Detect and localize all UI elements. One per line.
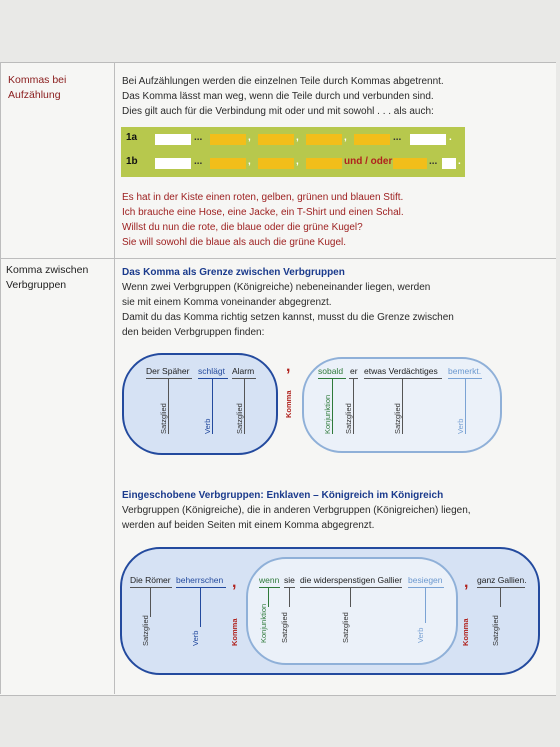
word-wenn: wenn (259, 575, 280, 585)
comma-mark: , (248, 132, 251, 143)
ellipsis: ... (429, 156, 438, 167)
word-sobald: sobald (318, 366, 344, 376)
underline (408, 587, 444, 588)
und-oder-label: und / oder (344, 156, 393, 167)
period-mark: . (449, 132, 452, 143)
white-slot (155, 134, 191, 145)
intro-line-1: Bei Aufzählungen werden die einzelnen Teile durch Kommas abgetrennt. (122, 76, 444, 87)
word-alarm: Alarm (232, 366, 255, 376)
yellow-slot (393, 158, 427, 169)
heading-enklaven: Eingeschobene Verbgruppen: Enklaven – Königreich im Königreich (122, 490, 444, 501)
example-line: Es hat in der Kiste einen roten, gelben, grünen und blauen Stift. (122, 192, 404, 203)
white-slot (155, 158, 191, 169)
word-besiegen: besiegen (408, 575, 443, 585)
stem (244, 378, 245, 434)
underline (259, 587, 280, 588)
example-line: Sie will sowohl die blaue als auch die grüne Kugel. (122, 237, 347, 248)
pattern-row-1b (121, 154, 465, 174)
label-satzglied: Satzglied (235, 403, 244, 434)
label-konjunktion: Konjunktion (323, 394, 332, 434)
row-divider (0, 258, 556, 259)
label-komma: Komma (284, 390, 293, 418)
boundary-comma-left: , (232, 574, 237, 591)
example-sentences (122, 190, 404, 250)
word-etwas-verdaechtiges: etwas Verdächtiges (364, 366, 438, 376)
ellipsis: ... (194, 132, 203, 143)
word-er: er (350, 366, 358, 376)
boundary-comma: , (286, 358, 291, 375)
intro-line-3: Dies gilt auch für die Verbindung mit oder und mit sowohl . . . als auch: (122, 106, 434, 117)
example-line: Willst du nun die rote, die blaue oder die grüne Kugel? (122, 222, 363, 233)
comma-mark: , (296, 132, 299, 143)
pattern-strip (121, 127, 465, 177)
label-satzglied: Satzglied (393, 403, 402, 434)
stem (168, 378, 169, 434)
stem (150, 587, 151, 617)
label-satzglied: Satzglied (159, 403, 168, 434)
pattern-row-1a (121, 130, 465, 150)
stem (350, 587, 351, 607)
boundary-comma-right: , (464, 574, 469, 591)
label-satzglied: Satzglied (341, 612, 350, 643)
comma-mark: , (248, 156, 251, 167)
word-beherrschen: beherrschen (176, 575, 224, 585)
yellow-slot (258, 134, 294, 145)
underline (176, 587, 226, 588)
label-satzglied: Satzglied (344, 403, 353, 434)
stem (212, 378, 213, 434)
stem (200, 587, 201, 627)
label-konjunktion: Konjunktion (259, 603, 268, 643)
ellipsis: ... (194, 156, 203, 167)
stem (289, 587, 290, 607)
para1-line: Damit du das Komma richtig setzen kannst, musst du die Grenze zwischen (122, 312, 454, 323)
underline (198, 378, 228, 379)
section-label-aufzaehlung: Kommas bei Aufzählung (8, 74, 67, 101)
label-satzglied: Satzglied (141, 615, 150, 646)
para1-line: den beiden Verbgruppen finden: (122, 327, 265, 338)
para2-line: werden auf beiden Seiten mit einem Komma abgegrenzt. (122, 520, 375, 531)
label-verb: Verb (191, 630, 200, 646)
yellow-slot (258, 158, 294, 169)
row-label: 1a (126, 132, 138, 143)
stem (500, 587, 501, 607)
left-border (0, 62, 1, 694)
example-line: Ich brauche eine Hose, eine Jacke, ein T-Shirt und einen Schal. (122, 207, 404, 218)
stem (465, 378, 466, 434)
label-satzglied: Satzglied (280, 612, 289, 643)
word-ganz-gallien: ganz Gallien. (477, 575, 527, 585)
para1-line: Wenn zwei Verbgruppen (Königreiche) nebeneinander liegen, werden (122, 282, 431, 293)
label-verb: Verb (416, 627, 425, 643)
word-sie: sie (284, 575, 295, 585)
yellow-slot (210, 158, 246, 169)
word-der-spaeher: Der Späher (146, 366, 190, 376)
heading-grenze: Das Komma als Grenze zwischen Verbgruppen (122, 267, 345, 278)
white-slot (442, 158, 456, 169)
label-verb: Verb (203, 418, 212, 434)
stem (402, 378, 403, 434)
para1-line: sie mit einem Komma voneinander abgegrenzt. (122, 297, 332, 308)
label-komma: Komma (461, 618, 470, 646)
underline (364, 378, 442, 379)
stem (425, 587, 426, 623)
stem (332, 378, 333, 434)
label-komma: Komma (230, 618, 239, 646)
period-mark: . (458, 156, 461, 167)
intro-line-2: Das Komma lässt man weg, wenn die Teile durch und verbunden sind. (122, 91, 434, 102)
para2-line: Verbgruppen (Königreiche), die in anderen Verbgruppen (Königreichen) liegen, (122, 505, 471, 516)
yellow-slot (210, 134, 246, 145)
underline (146, 378, 192, 379)
label-verb: Verb (456, 418, 465, 434)
yellow-slot (354, 134, 390, 145)
word-bemerkt: bemerkt. (448, 366, 482, 376)
ellipsis: ... (393, 132, 402, 143)
row-label: 1b (126, 156, 138, 167)
stem (353, 378, 354, 434)
yellow-slot (306, 158, 342, 169)
underline (477, 587, 525, 588)
label-satzglied: Satzglied (491, 615, 500, 646)
comma-mark: , (344, 132, 347, 143)
white-slot (410, 134, 446, 145)
comma-mark: , (296, 156, 299, 167)
yellow-slot (306, 134, 342, 145)
word-die-roemer: Die Römer (130, 575, 171, 585)
word-schlaegt: schlägt (198, 366, 225, 376)
column-divider (114, 62, 115, 694)
stem (268, 587, 269, 607)
enclave-kingdom (246, 557, 458, 665)
underline (300, 587, 402, 588)
section-label-verbgruppen: Komma zwischen Verbgruppen (6, 264, 89, 291)
word-gallier: die widerspenstigen Gallier (300, 575, 403, 585)
underline (130, 587, 172, 588)
